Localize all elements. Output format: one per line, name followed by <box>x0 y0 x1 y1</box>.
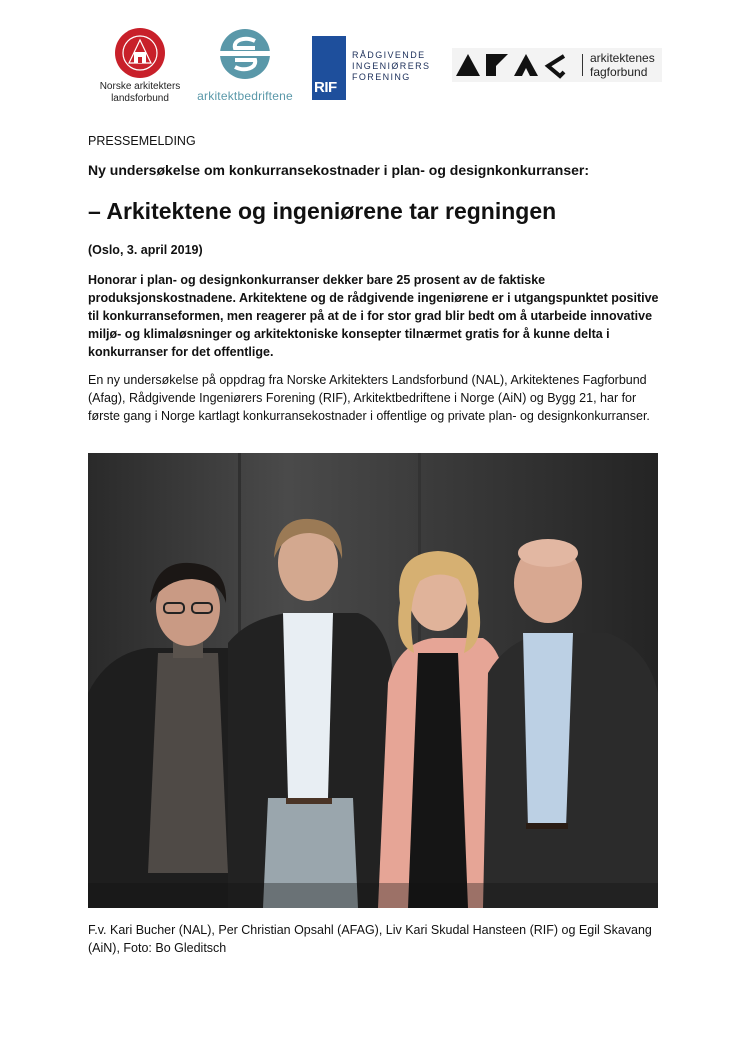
afag-line1: arkitektenes <box>590 51 655 65</box>
afag-mark-icon <box>452 48 577 82</box>
rif-logo <box>312 36 442 100</box>
body-paragraph: En ny undersøkelse på oppdrag fra Norske Arkitekters Landsforbund (NAL), Arkitektenes Fagforbund (Afag), Rådgivende Ingeniørers Forening (RIF), Arkitektbedriftene i Norge (AiN) og Bygg 21, har for første gang i Norge kartlagt konkurransekostnader i offentlige og private plan- og designkonkurranser. <box>88 373 650 423</box>
logo-row <box>90 28 660 108</box>
headline: – Arkitektene og ingeniørene tar regningen <box>88 198 557 224</box>
afag-line2: fagforbund <box>590 65 648 79</box>
document-label: PRESSEMELDING <box>88 134 196 148</box>
arkitektbedriftene-name: arkitektbedriftene <box>197 89 293 103</box>
nal-name-line1: Norske arkitekters <box>99 81 181 92</box>
arkitektbedriftene-logo <box>190 28 300 103</box>
arkitektbedriftene-mark-icon <box>219 28 271 80</box>
group-photo-illustration <box>88 453 658 908</box>
group-photo <box>88 453 658 908</box>
nal-logo <box>90 28 190 105</box>
rif-line3: FORENING <box>352 72 411 82</box>
afag-divider <box>582 54 583 76</box>
nal-badge-icon <box>115 28 165 78</box>
rif-line2: INGENIØRERS <box>352 61 431 71</box>
photo-caption: F.v. Kari Bucher (NAL), Per Christian Opsahl (AFAG), Liv Kari Skudal Hansteen (RIF) og Egil Skavang (AiN), Foto: Bo Gleditsch <box>88 923 652 955</box>
rif-badge <box>312 36 346 100</box>
subheadline: Ny undersøkelse om konkurransekostnader i plan- og designkonkurranser: <box>88 162 590 178</box>
dateline: (Oslo, 3. april 2019) <box>88 243 203 257</box>
nal-name-line2: landsforbund <box>111 93 169 104</box>
rif-line1: RÅDGIVENDE <box>352 50 426 60</box>
nal-castle-icon <box>115 28 165 78</box>
rif-letters: RIF <box>314 79 337 96</box>
afag-logo <box>452 48 662 82</box>
lead-paragraph: Honorar i plan- og designkonkurranser dekker bare 25 prosent av de faktiske produksjonskostnadene. Arkitektene og de rådgivende ingeniørene er i utgangspunktet positive til konkurranseformen, men reagerer på at de i for stor grad blir bedt om å utarbeide innovative miljø- og klimaløsninger og arkitektoniske konsepter tilnærmet gratis for å kunne delta i konkurranser for det offentlige. <box>88 273 659 359</box>
